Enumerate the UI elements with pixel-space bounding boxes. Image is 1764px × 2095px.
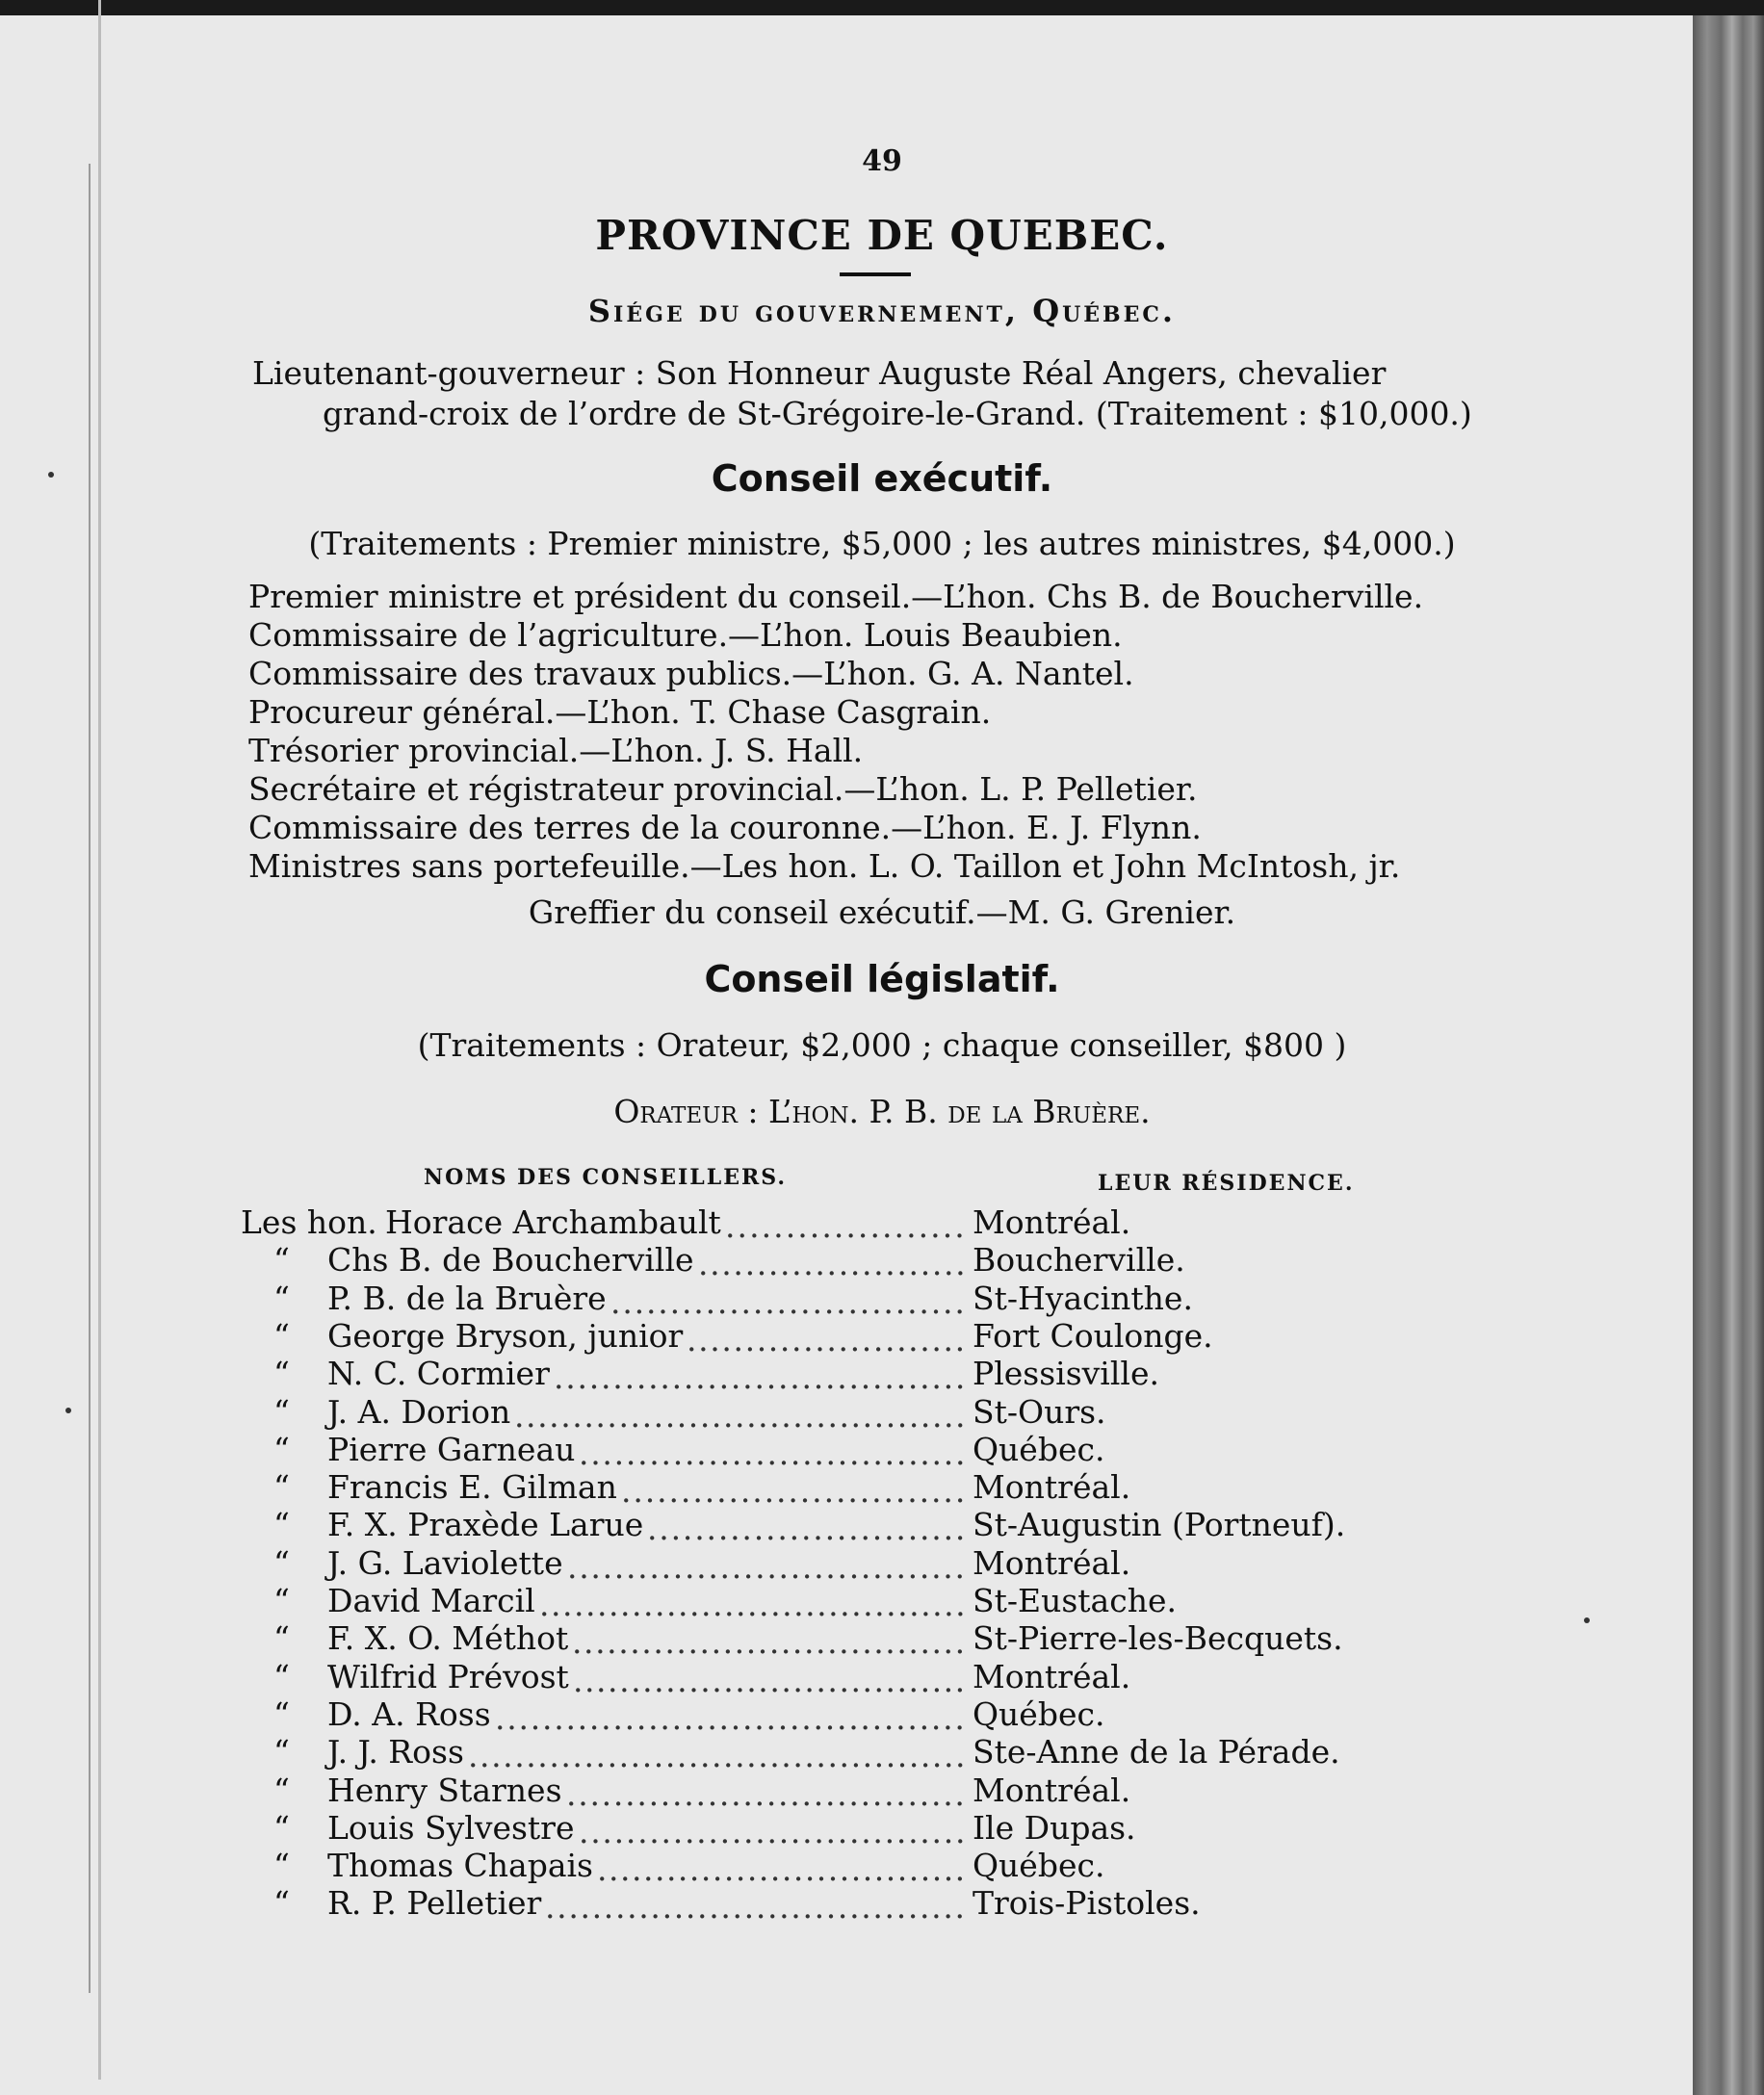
councillor-prefix: Les hon.: [241, 1203, 377, 1241]
title-rule: [840, 272, 911, 276]
executive-member: Commissaire des terres de la couronne.—L’hon. E. J. Flynn.: [248, 809, 1202, 846]
seat-of-government: Siége du gouvernement, Québec.: [587, 293, 1177, 329]
dot-leader: ........................................: [495, 1698, 967, 1737]
dot-leader: ....................: [725, 1207, 967, 1245]
councillor-name: P. B. de la Bruère: [327, 1279, 607, 1317]
executive-member: Ministres sans portefeuille.—Les hon. L. O. Taillon et John McIntosh, jr.: [248, 847, 1401, 885]
dot-leader: ..................................: [572, 1623, 967, 1662]
councillor-prefix: “: [273, 1771, 290, 1809]
councillor-prefix: “: [273, 1582, 290, 1619]
councillor-residence: Plessisville.: [973, 1355, 1159, 1393]
executive-member: Commissaire des travaux publics.—L’hon. G. A. Nantel.: [248, 655, 1134, 692]
councillor-name: J. A. Dorion: [327, 1392, 511, 1431]
councillor-name: F. X. O. Méthot: [327, 1619, 569, 1658]
councillor-name: R. P. Pelletier: [327, 1884, 542, 1923]
councillor-prefix: “: [273, 1430, 290, 1468]
councillor-name: Wilfrid Prévost: [327, 1657, 569, 1695]
councillor-name: J. G. Laviolette: [327, 1543, 563, 1582]
councillor-residence: St-Eustache.: [973, 1582, 1177, 1619]
dot-leader: ...........................: [647, 1510, 968, 1548]
councillor-prefix: “: [273, 1241, 290, 1280]
councillor-prefix: “: [273, 1657, 290, 1695]
dot-leader: .......................................: [514, 1396, 968, 1435]
councillor-residence: Ste-Anne de la Pérade.: [973, 1733, 1340, 1772]
councillor-prefix: “: [273, 1543, 290, 1582]
councillor-name: Horace Archambault: [385, 1203, 721, 1241]
councillor-prefix: “: [273, 1468, 290, 1507]
councillor-prefix: “: [273, 1506, 290, 1544]
legislative-heading: Conseil législatif.: [704, 958, 1060, 1000]
councillor-prefix: “: [273, 1808, 290, 1847]
councillor-name: Francis E. Gilman: [327, 1468, 617, 1507]
margin-mark: [48, 472, 54, 478]
margin-mark: [1584, 1617, 1590, 1623]
dot-leader: ...................................: [554, 1358, 968, 1397]
councillor-residence: Québec.: [973, 1694, 1105, 1733]
executive-member: Premier ministre et président du conseil.—L’hon. Chs B. de Boucherville.: [248, 578, 1424, 615]
councillor-name: D. A. Ross: [327, 1694, 491, 1733]
lieutenant-governor-line1: Lieutenant-gouverneur : Son Honneur Auguste Réal Angers, chevalier: [252, 354, 1387, 392]
councillor-prefix: “: [273, 1733, 290, 1772]
councillor-residence: Québec.: [973, 1430, 1105, 1468]
councillor-residence: Montréal.: [973, 1203, 1131, 1241]
executive-clerk: Greffier du conseil exécutif.—M. G. Grenier.: [528, 893, 1236, 931]
margin-mark: [65, 1408, 71, 1413]
councillor-residence: St-Hyacinthe.: [973, 1279, 1193, 1317]
legislative-salaries: (Traitements : Orateur, $2,000 ; chaque conseiller, $800 ): [417, 1026, 1347, 1064]
councillor-residence: Ile Dupas.: [973, 1808, 1136, 1847]
councillor-prefix: “: [273, 1279, 290, 1317]
councillor-prefix: “: [273, 1694, 290, 1733]
dot-leader: ................................: [597, 1850, 967, 1889]
councillor-name: Pierre Garneau: [327, 1430, 576, 1468]
gutter-shadow: [89, 164, 91, 1993]
legislative-speaker: Orateur : L’hon. P. B. de la Bruère.: [613, 1093, 1151, 1130]
dot-leader: .............................: [621, 1472, 968, 1511]
councillor-name: George Bryson, junior: [327, 1316, 684, 1355]
councillor-prefix: “: [273, 1355, 290, 1393]
councillor-residence: St-Pierre-les-Becquets.: [973, 1619, 1343, 1658]
councillor-residence: Québec.: [973, 1847, 1105, 1885]
dot-leader: ...........................................: [468, 1737, 968, 1775]
councillor-residence: St-Augustin (Portneuf).: [973, 1506, 1346, 1544]
councillor-name: F. X. Praxède Larue: [327, 1506, 644, 1544]
councillor-prefix: “: [273, 1847, 290, 1885]
page-number: 49: [862, 144, 902, 178]
executive-member: Secrétaire et régistrateur provincial.—L’hon. L. P. Pelletier.: [248, 770, 1198, 808]
councillor-residence: Montréal.: [973, 1771, 1131, 1809]
councillor-name: Henry Starnes: [327, 1771, 562, 1809]
councillor-residence: Trois-Pistoles.: [973, 1884, 1201, 1923]
dot-leader: ..................................: [566, 1774, 967, 1813]
councillor-name: Thomas Chapais: [327, 1847, 593, 1885]
lieutenant-governor-line2: grand-croix de l’ordre de St-Grégoire-le-Grand. (Traitement : $10,000.): [323, 395, 1472, 432]
councillor-name: N. C. Cormier: [327, 1355, 550, 1393]
councillor-prefix: “: [273, 1884, 290, 1923]
column-header-names: NOMS DES CONSEILLERS.: [424, 1165, 788, 1190]
dot-leader: ..................................: [567, 1547, 967, 1586]
dot-leader: ....................................: [545, 1888, 967, 1927]
dot-leader: .................................: [579, 1434, 968, 1472]
page-title: PROVINCE DE QUEBEC.: [595, 212, 1169, 259]
executive-member: Trésorier provincial.—L’hon. J. S. Hall.: [248, 732, 864, 769]
councillor-name: Louis Sylvestre: [327, 1808, 575, 1847]
dot-leader: ..............................: [610, 1282, 967, 1321]
councillor-residence: Montréal.: [973, 1657, 1131, 1695]
councillor-name: David Marcil: [327, 1582, 535, 1619]
dot-leader: ........................: [687, 1320, 967, 1358]
councillor-name: J. J. Ross: [327, 1733, 464, 1772]
councillor-prefix: “: [273, 1392, 290, 1431]
executive-member: Commissaire de l’agriculture.—L’hon. Louis Beaubien.: [248, 616, 1123, 654]
councillor-residence: Montréal.: [973, 1468, 1131, 1507]
dot-leader: .....................................: [539, 1586, 968, 1623]
column-header-residence: LEUR RÉSIDENCE.: [1098, 1171, 1355, 1196]
councillor-name: Chs B. de Boucherville: [327, 1241, 694, 1280]
executive-heading: Conseil exécutif.: [711, 457, 1053, 500]
councillor-prefix: “: [273, 1619, 290, 1658]
dot-leader: .................................: [579, 1812, 968, 1850]
councillor-prefix: “: [273, 1316, 290, 1355]
councillor-residence: Montréal.: [973, 1543, 1131, 1582]
dot-leader: ..................................: [573, 1661, 967, 1699]
executive-member: Procureur général.—L’hon. T. Chase Casgrain.: [248, 693, 992, 731]
councillor-residence: Boucherville.: [973, 1241, 1185, 1280]
councillor-residence: Fort Coulonge.: [973, 1316, 1213, 1355]
councillor-residence: St-Ours.: [973, 1392, 1106, 1431]
executive-salaries: (Traitements : Premier ministre, $5,000 ; les autres ministres, $4,000.): [308, 525, 1456, 562]
dot-leader: .......................: [698, 1245, 968, 1283]
